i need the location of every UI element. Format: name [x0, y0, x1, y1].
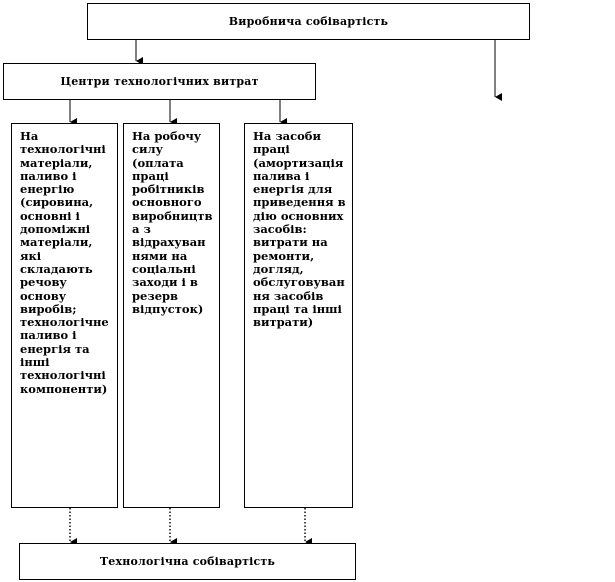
technological-cost-box — [19, 543, 356, 580]
production-cost-label: Виробнича собівартість — [228, 15, 389, 28]
materials-column-text: На технологічні матеріали, паливо і енергію (сировина, основні і допоміжні матеріали, які складають речову основу виробів; технологічне паливо і енергія та інші технологічні компоненти) — [20, 129, 109, 396]
tech-cost-centres-label: Центри технологічних витрат — [60, 75, 259, 88]
materials-column-box — [11, 123, 118, 508]
labour-column-box — [123, 123, 220, 508]
labour-column-text: На робочу силу (оплата праці робітників основного виробництв а з відрахуван нями на соціальні заходи і в резерв відпусток) — [132, 129, 213, 316]
technological-cost-label: Технологічна собівартість — [99, 555, 276, 568]
production-cost-box — [87, 3, 530, 40]
means-of-labour-column-text: На засоби праці (амортизація палива і енергія для приведення в дію основних засобів: витрати на ремонти, догляд, обслуговуван ня засобів праці та інші витрати) — [253, 129, 346, 330]
tech-cost-centres-box — [3, 63, 316, 100]
means-of-labour-column-box — [244, 123, 353, 508]
